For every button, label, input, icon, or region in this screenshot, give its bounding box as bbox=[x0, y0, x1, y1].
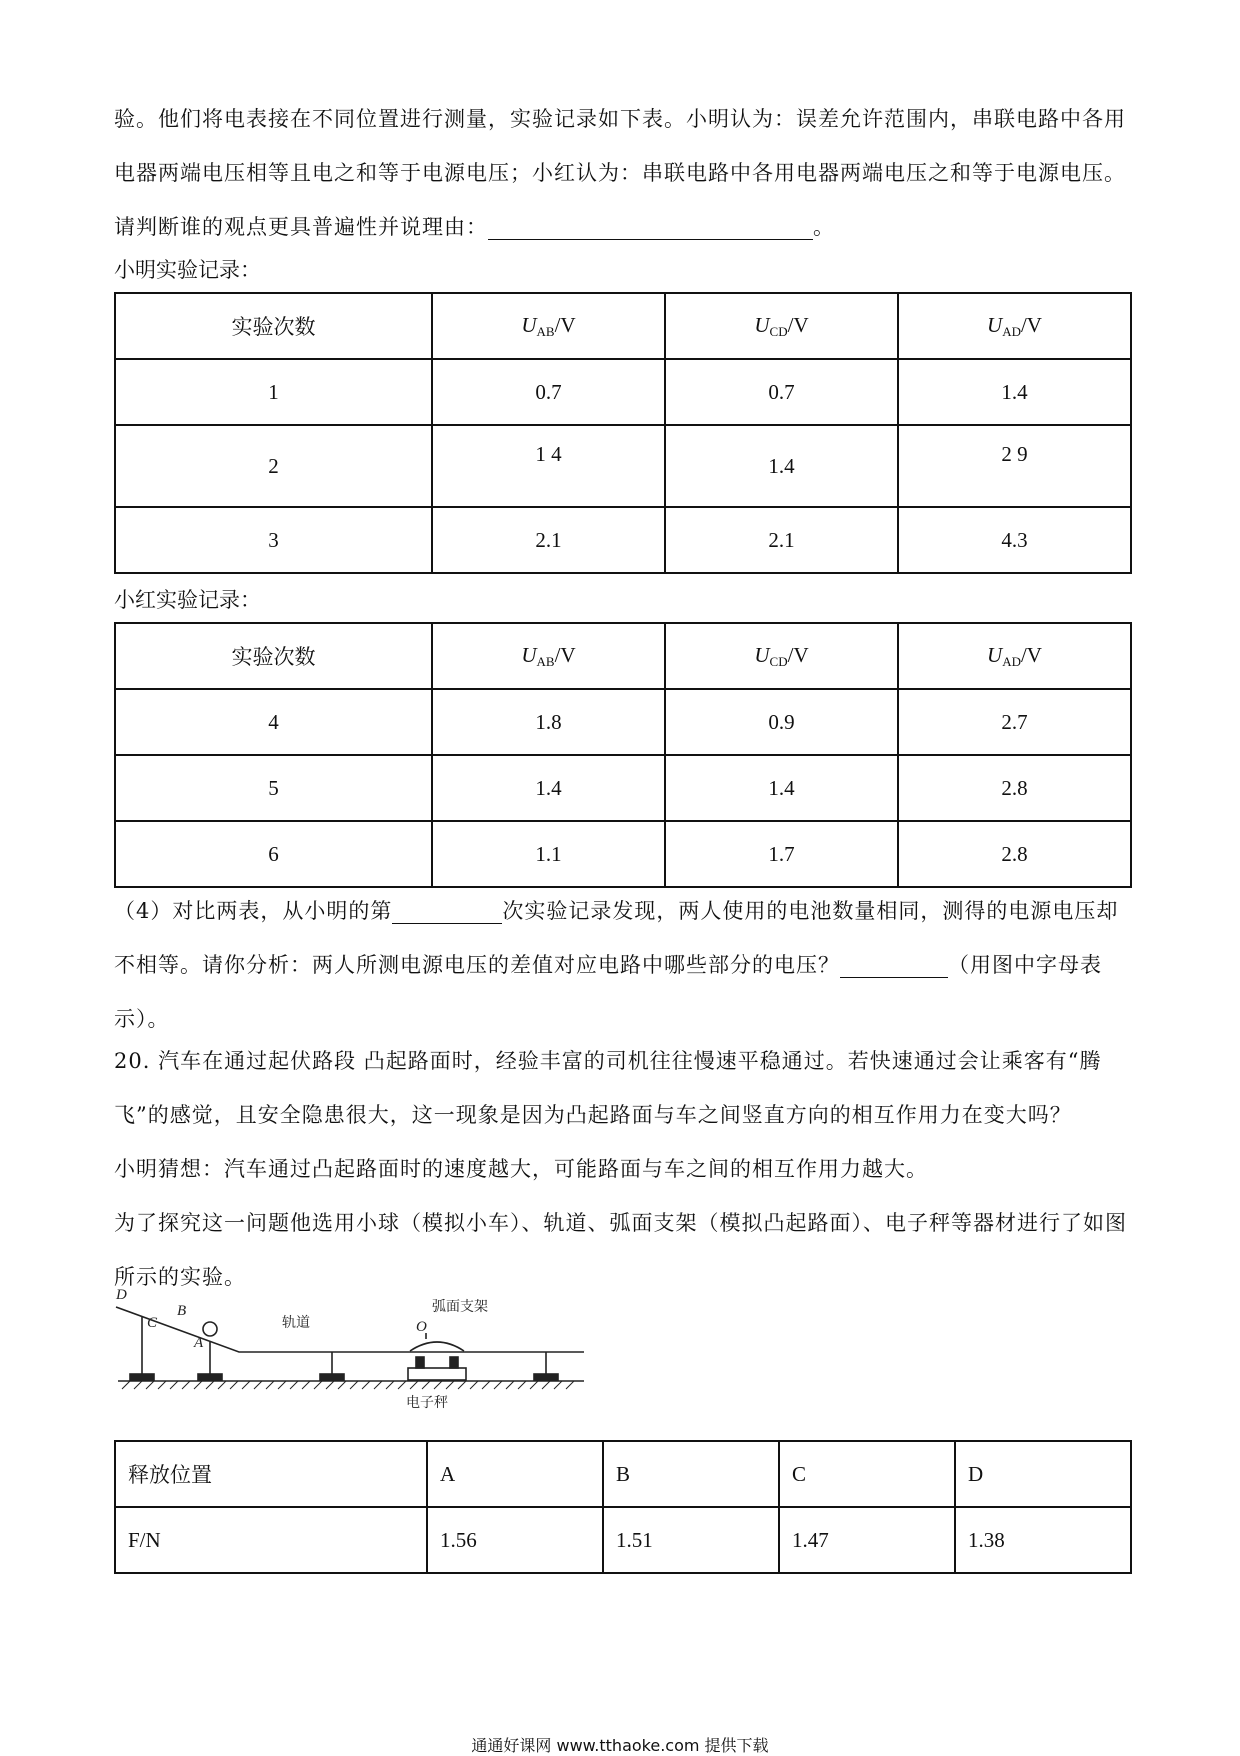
cell: 6 bbox=[115, 821, 432, 887]
label-track: 轨道 bbox=[282, 1315, 310, 1331]
intro-paragraph bbox=[114, 92, 1134, 254]
cell: 2 9 bbox=[898, 425, 1131, 507]
header-uad: $U_{AD}/V$ bbox=[898, 293, 1131, 359]
cell: B bbox=[603, 1441, 779, 1507]
cell: F/N bbox=[115, 1507, 427, 1573]
header-uab: $U_{AB}/V$ bbox=[432, 623, 665, 689]
cell: 4 bbox=[115, 689, 432, 755]
table-row bbox=[115, 359, 1131, 425]
support-base bbox=[130, 1374, 154, 1380]
cell: 2.1 bbox=[665, 507, 898, 573]
xiaohong-table bbox=[114, 622, 1132, 888]
cell: 1.4 bbox=[432, 755, 665, 821]
cell: 1.56 bbox=[427, 1507, 603, 1573]
header-uab: $U_{AB}/V$ bbox=[432, 293, 665, 359]
header-ucd: $U_{CD}/V$ bbox=[665, 623, 898, 689]
cell: 1 4 bbox=[432, 425, 665, 507]
label-d: D bbox=[116, 1287, 127, 1303]
question-20 bbox=[114, 1034, 1134, 1304]
cell: 5 bbox=[115, 755, 432, 821]
page-footer: 通通好课网 www.tthaoke.com 提供下载 bbox=[471, 1736, 769, 1755]
cell: 4.3 bbox=[898, 507, 1131, 573]
label-c: C bbox=[147, 1315, 158, 1331]
cell: 2.8 bbox=[898, 755, 1131, 821]
intro-line-1: 验。他们将电表接在不同位置进行测量，实验记录如下表。小明认为：误差允许范围内，串联电路中各用 bbox=[114, 107, 1126, 131]
intro-line-2: 电器两端电压相等且电之和等于电源电压；小红认为：串联电路中各用电器两端电压之和等于电源电压。 bbox=[114, 161, 1126, 185]
cell: 2.8 bbox=[898, 821, 1131, 887]
xiaoming-table bbox=[114, 292, 1132, 574]
cell: 2 bbox=[115, 425, 432, 507]
intro-line-3-end: 。 bbox=[813, 215, 835, 239]
cell: 0.7 bbox=[665, 359, 898, 425]
label-arc-support: 弧面支架 bbox=[432, 1299, 488, 1315]
support-base bbox=[320, 1374, 344, 1380]
table-header-row bbox=[115, 623, 1131, 689]
table-row bbox=[115, 1441, 1131, 1507]
table1-caption: 小明实验记录： bbox=[114, 258, 261, 282]
answer-blank-trial[interactable] bbox=[392, 895, 502, 924]
header-uad: $U_{AD}/V$ bbox=[898, 623, 1131, 689]
table-row bbox=[115, 507, 1131, 573]
arc-surface bbox=[410, 1342, 464, 1351]
table-row bbox=[115, 755, 1131, 821]
header-ucd: $U_{CD}/V$ bbox=[665, 293, 898, 359]
table-row bbox=[115, 821, 1131, 887]
cell: 2.7 bbox=[898, 689, 1131, 755]
q4-text-b: 次实验记录发现，两人使用的电池数量相同，测得的电源电压却 bbox=[502, 899, 1119, 923]
cell: 释放位置 bbox=[115, 1441, 427, 1507]
track-path bbox=[116, 1307, 584, 1352]
intro-line-3-text: 请判断谁的观点更具普遍性并说理由： bbox=[114, 215, 488, 239]
q4-text-c: 不相等。请你分析：两人所测电源电压的差值对应电路中哪些部分的电压？ bbox=[114, 953, 840, 977]
cell: A bbox=[427, 1441, 603, 1507]
cell: 2.1 bbox=[432, 507, 665, 573]
q4-line-3: 示）。 bbox=[114, 1007, 170, 1031]
q20-line-4: 为了探究这一问题他选用小球（模拟小车）、轨道、弧面支架（模拟凸起路面）、电子秤等器材进行了如图 bbox=[114, 1211, 1127, 1235]
cell: 1.4 bbox=[665, 425, 898, 507]
table-header-row bbox=[115, 293, 1131, 359]
release-position-table bbox=[114, 1440, 1132, 1574]
support-base bbox=[534, 1374, 558, 1380]
cell: 1.47 bbox=[779, 1507, 955, 1573]
ground-hatching bbox=[122, 1381, 574, 1389]
cell: 1 bbox=[115, 359, 432, 425]
cell: 1.51 bbox=[603, 1507, 779, 1573]
experiment-diagram bbox=[114, 1285, 594, 1425]
answer-blank-opinion[interactable] bbox=[488, 211, 813, 240]
question-4 bbox=[114, 884, 1134, 1046]
cell: 3 bbox=[115, 507, 432, 573]
arc-support-leg bbox=[416, 1357, 424, 1368]
q20-line-3: 小明猜想：汽车通过凸起路面时的速度越大，可能路面与车之间的相互作用力越大。 bbox=[114, 1157, 928, 1181]
q4-text-a: （4）对比两表，从小明的第 bbox=[114, 899, 393, 923]
ball bbox=[203, 1322, 217, 1336]
q20-line-2: 飞”的感觉，且安全隐患很大，这一现象是因为凸起路面与车之间竖直方向的相互作用力在变大吗？ bbox=[114, 1103, 1072, 1127]
intro-line-3 bbox=[114, 200, 1134, 254]
q20-line-1: 20. 汽车在通过起伏路段 凸起路面时，经验丰富的司机往往慢速平稳通过。若快速通过会让乘客有“腾 bbox=[114, 1049, 1102, 1073]
table-row bbox=[115, 425, 1131, 507]
cell: 0.9 bbox=[665, 689, 898, 755]
cell: 1.4 bbox=[665, 755, 898, 821]
header-trial-count: 实验次数 bbox=[115, 623, 432, 689]
cell: 0.7 bbox=[432, 359, 665, 425]
q4-line-1 bbox=[114, 884, 1134, 938]
q4-line-2 bbox=[114, 938, 1134, 992]
cell: 1.8 bbox=[432, 689, 665, 755]
table2-caption: 小红实验记录： bbox=[114, 588, 261, 612]
cell: 1.7 bbox=[665, 821, 898, 887]
q4-text-d: （用图中字母表 bbox=[948, 953, 1102, 977]
header-trial-count: 实验次数 bbox=[115, 293, 432, 359]
cell: 1.1 bbox=[432, 821, 665, 887]
answer-blank-letters[interactable] bbox=[840, 949, 948, 978]
cell: C bbox=[779, 1441, 955, 1507]
label-a: A bbox=[194, 1335, 204, 1351]
table-row bbox=[115, 1507, 1131, 1573]
label-o: O bbox=[416, 1319, 427, 1335]
label-electronic-scale: 电子秤 bbox=[406, 1395, 448, 1411]
support-base bbox=[198, 1374, 222, 1380]
cell: 1.38 bbox=[955, 1507, 1131, 1573]
q20-line-5: 所示的实验。 bbox=[114, 1265, 246, 1289]
table-row bbox=[115, 689, 1131, 755]
cell: D bbox=[955, 1441, 1131, 1507]
electronic-scale bbox=[408, 1368, 466, 1380]
arc-support-leg bbox=[450, 1357, 458, 1368]
label-b: B bbox=[177, 1303, 187, 1319]
cell: 1.4 bbox=[898, 359, 1131, 425]
